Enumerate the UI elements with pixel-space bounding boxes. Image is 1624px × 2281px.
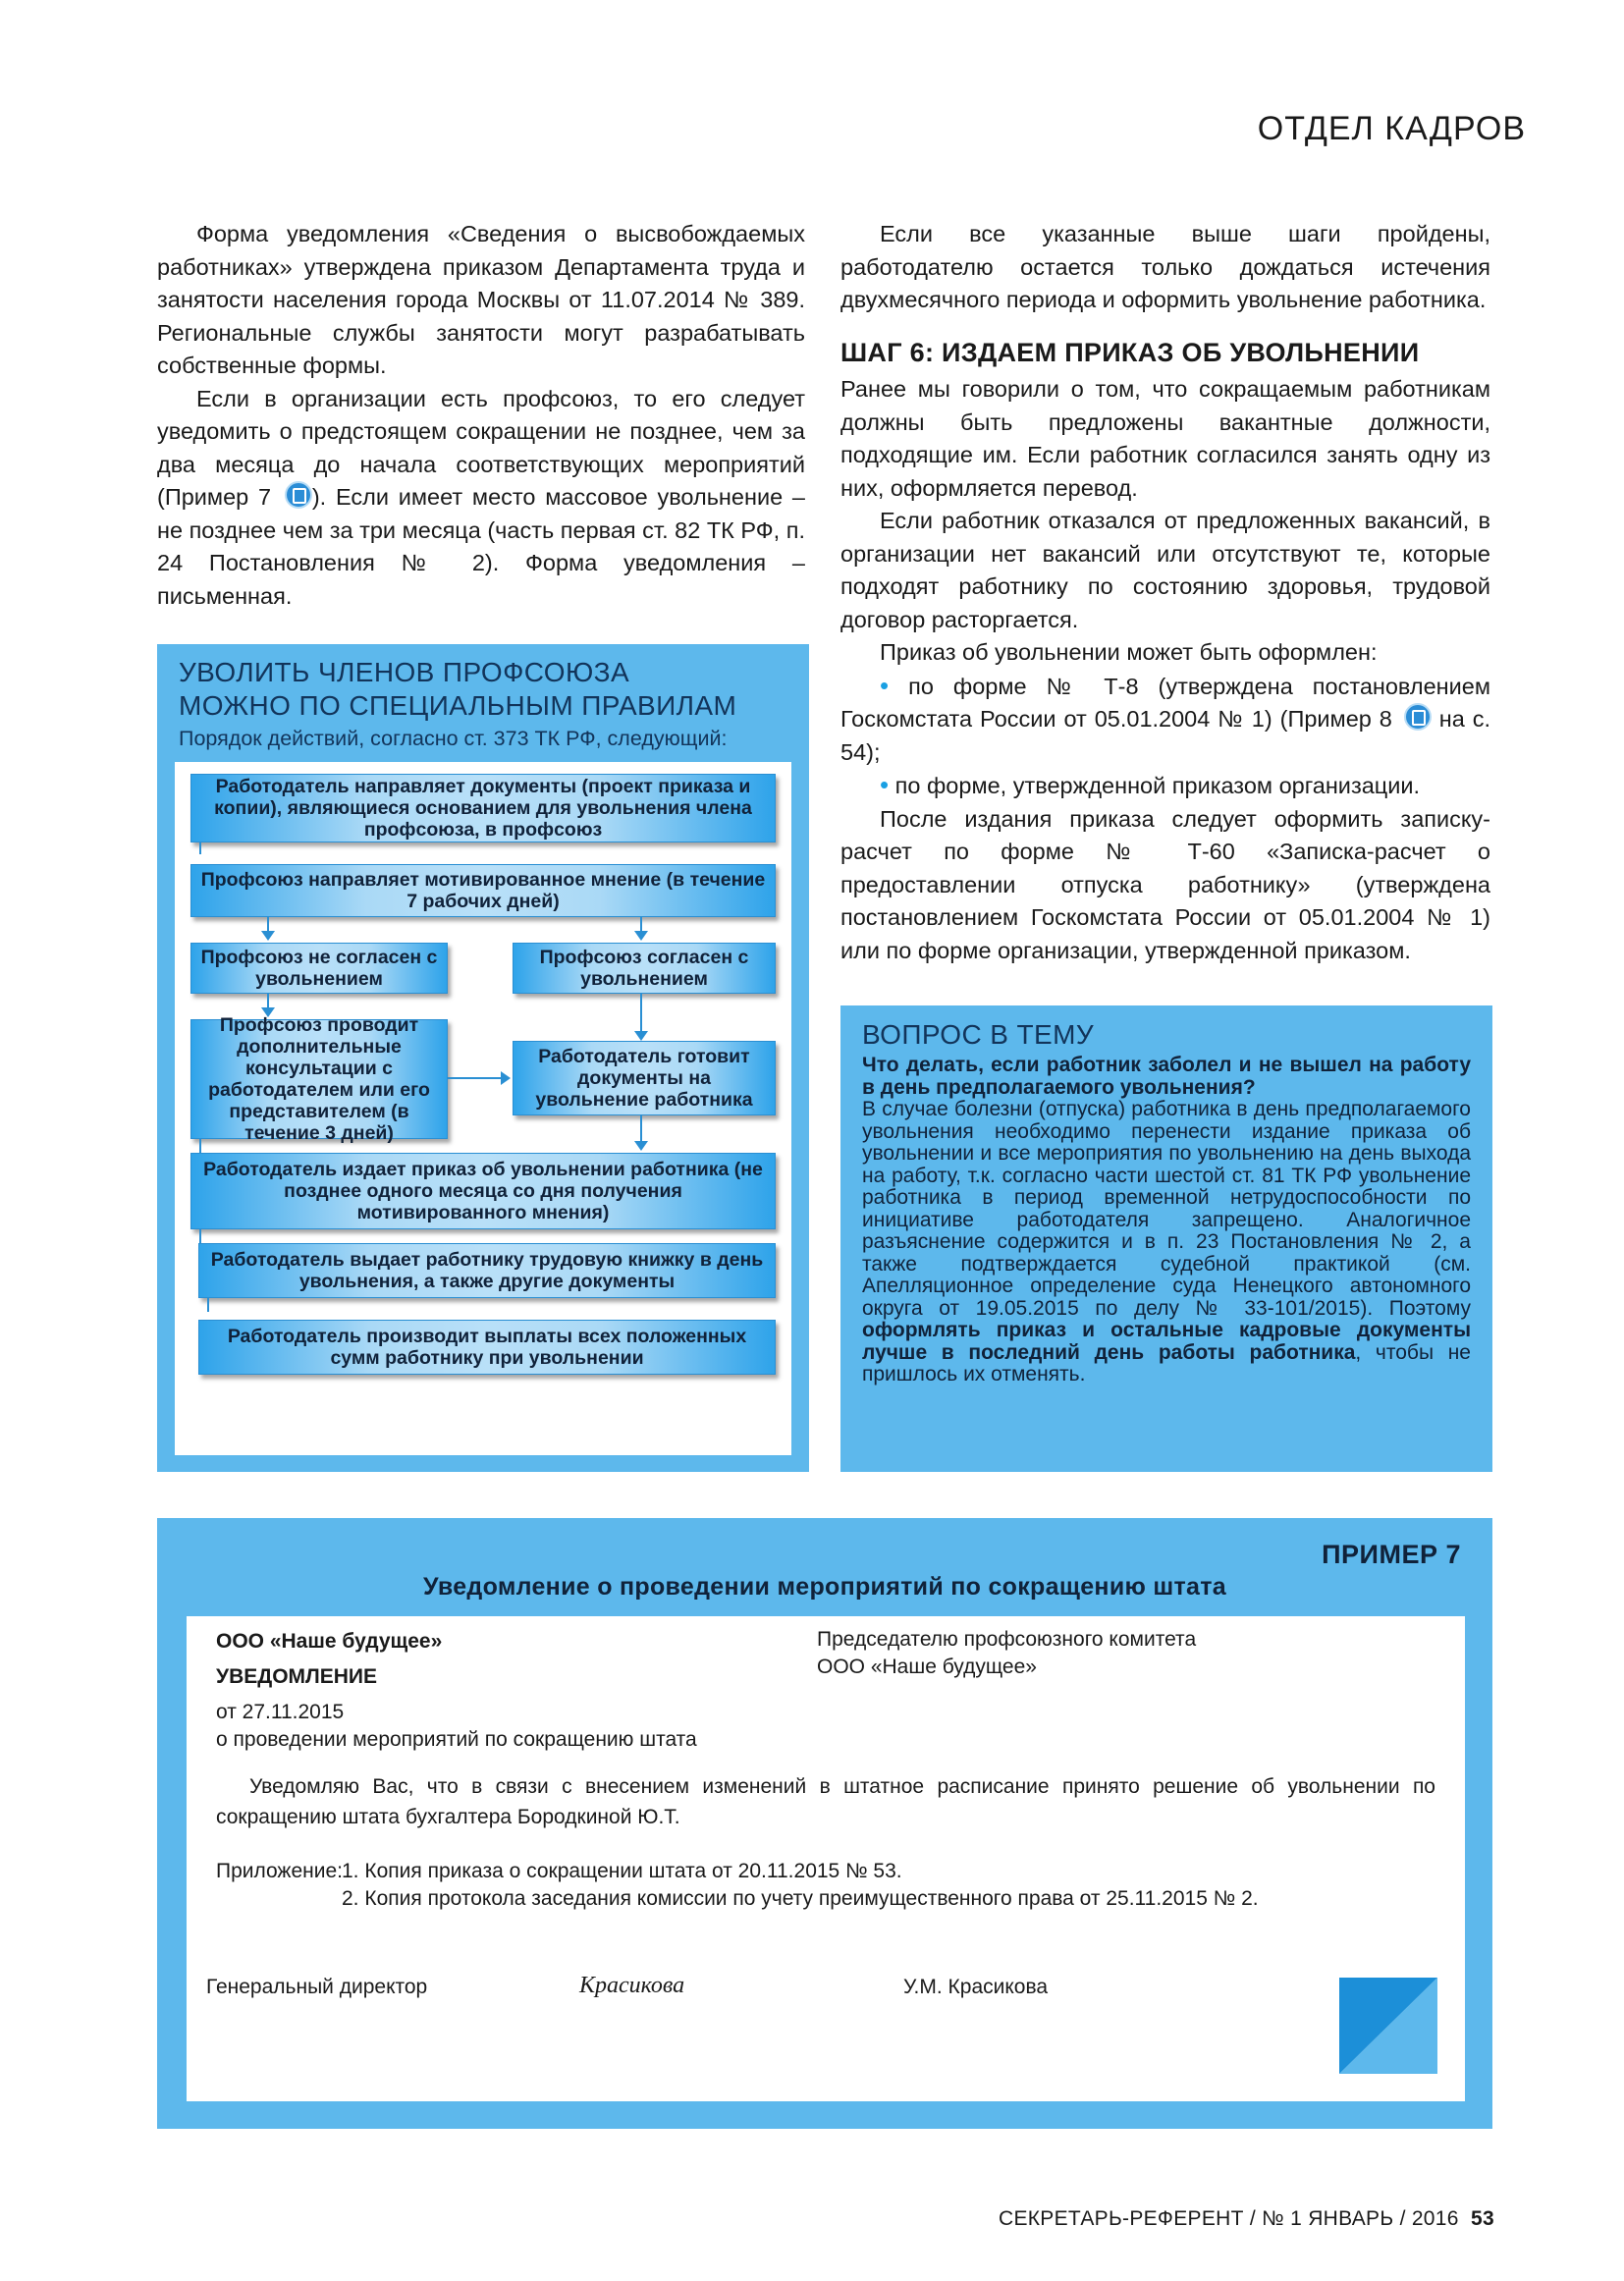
doc-date: от 27.11.2015 xyxy=(216,1701,345,1723)
doc-position: Генеральный директор xyxy=(206,1976,428,1998)
doc-subject: о проведении мероприятий по сокращению штата xyxy=(216,1728,697,1751)
doc-body: Уведомляю Вас, что в связи с внесением изменений в штатное расписание принято решение об увольнении по сокращению штата бухгалтера Бородкиной Ю.Т. xyxy=(216,1775,1435,1828)
flow-node-union-disagrees: Профсоюз не согласен с увольнением xyxy=(190,943,448,994)
doc-attachment-label: Приложение: xyxy=(216,1860,344,1882)
doc-attachment-item: 1. Копия приказа о сокращении штата от 20.11.2015 № 53. xyxy=(342,1860,902,1882)
doc-signature: Красикова xyxy=(579,1973,685,1998)
bullet-dot-icon: • xyxy=(880,670,890,700)
flow-arrow xyxy=(199,1139,201,1153)
bullet-text: на с. 54); xyxy=(840,706,1490,765)
doc-type: УВЕДОМЛЕНИЕ xyxy=(216,1665,378,1688)
flowchart-canvas xyxy=(175,762,791,1455)
flow-node-union-opinion: Профсоюз направляет мотивированное мнение (в течение 7 рабочих дней) xyxy=(190,864,776,917)
paragraph: Форма уведомления «Сведения о высвобождаемых работниках» утверждена приказом Департамента труда и занятости населения города Москвы от 11.07.2014 № 389. Региональные службы занятости могут разрабатывать собственные формы. xyxy=(157,221,805,378)
flow-arrowhead xyxy=(634,1141,648,1151)
flow-node-payments: Работодатель производит выплаты всех положенных сумм работнику при увольнении xyxy=(198,1320,776,1375)
flow-arrowhead xyxy=(501,1071,511,1085)
flow-arrow xyxy=(199,842,201,854)
example-link-icon[interactable] xyxy=(1404,703,1432,731)
question-box-title: ВОПРОС В ТЕМУ xyxy=(862,1019,1095,1050)
page-number: 53 xyxy=(1471,2207,1494,2230)
doc-addressee-line: Председателю профсоюзного комитета xyxy=(817,1628,1197,1651)
paragraph: Если все указанные выше шаги пройдены, работодателю остается только дождаться истечения двухмесячного периода и оформить увольнение работника. xyxy=(840,221,1490,312)
doc-addressee-line: ООО «Наше будущее» xyxy=(817,1656,1037,1678)
paragraph-text: Если в организации есть профсоюз, то его следует уведомить о предстоящем сокращении не позднее, чем за два месяца до начала соответствующих мероприятий (Пример 7 xyxy=(157,385,805,510)
flow-arrow xyxy=(207,1298,209,1312)
paragraph: Если работник отказался от предложенных вакансий, в организации нет вакансий или отсутствуют те, которые подходят работнику по состоянию здоровья, трудовой договор расторгается. xyxy=(840,508,1490,632)
flow-arrowhead xyxy=(634,931,648,941)
paragraph: Ранее мы говорили о том, что сокращаемым работникам должны быть предложены вакантные должности, подходящие им. Если работник согласился занять одну из них, оформляется перевод. xyxy=(840,376,1490,501)
flow-arrowhead xyxy=(634,1031,648,1041)
example-document xyxy=(187,1616,1465,2101)
answer-text xyxy=(862,1099,1471,1386)
journal-info: СЕКРЕТАРЬ-РЕФЕРЕНТ / № 1 ЯНВАРЬ / 2016 xyxy=(998,2207,1459,2230)
bullet-dot-icon: • xyxy=(880,770,890,799)
bullet-item xyxy=(840,769,1490,803)
bullet-item xyxy=(840,670,1490,770)
flowchart-title-line: УВОЛИТЬ ЧЛЕНОВ ПРОФСОЮЗА xyxy=(179,657,630,687)
flow-node-prepare-documents: Работодатель готовит документы на увольнение работника xyxy=(513,1041,776,1115)
flow-node-union-agrees: Профсоюз согласен с увольнением xyxy=(513,943,776,994)
flowchart-title-line: МОЖНО ПО СПЕЦИАЛЬНЫМ ПРАВИЛАМ xyxy=(179,690,737,721)
flowchart-title xyxy=(179,656,736,723)
step-heading: ШАГ 6: ИЗДАЕМ ПРИКАЗ ОБ УВОЛЬНЕНИИ xyxy=(840,337,1420,367)
example-title: Уведомление о проведении мероприятий по сокращению штата xyxy=(422,1573,1227,1601)
paragraph: После издания приказа следует оформить записку-расчет по форме № Т-60 «Записка-расчет о предоставлении отпуска работнику» (утверждена постановлением Госкомстата России от 05.01.2004 № 1) или по форме организации, утвержденной приказом. xyxy=(840,805,1490,963)
answer-text-bold: оформлять приказ и остальные кадровые документы лучше в последний день работы работника xyxy=(862,1319,1471,1364)
page-curl-icon xyxy=(1339,1978,1437,2074)
example-box xyxy=(157,1518,1492,2129)
paragraph: Приказ об увольнении может быть оформлен: xyxy=(880,639,1378,665)
page-footer xyxy=(999,2207,1494,2231)
flow-node-consultations: Профсоюз проводит дополнительные консультации с работодателем или его представителем (в течение 3 дней) xyxy=(190,1019,448,1139)
flow-arrow xyxy=(448,1077,503,1079)
flow-arrow xyxy=(640,1115,642,1143)
doc-attachment-item: 2. Копия протокола заседания комиссии по учету преимущественного права от 25.11.2015 № 2. xyxy=(342,1887,1259,1910)
answer-text-part: В случае болезни (отпуска) работника в день предполагаемого увольнения необходимо перенести издание приказа об увольнении и все мероприятия по увольнению на день выхода на работу, т.к. согласно части шестой ст. 81 ТК РФ увольнение работника в период временной нетрудоспособности по инициативе работодателя запрещено. Аналогичное разъяснение содержится и в п. 23 Постановления № 2, а также подтверждается судебной практикой (см. Апелляционное определение суда Ненецкого автономного округа от 19.05.2015 по делу № 33-101/2015). Поэтому xyxy=(862,1098,1471,1320)
right-column xyxy=(840,218,1490,967)
section-title: ОТДЕЛ КАДРОВ xyxy=(1257,110,1526,147)
flow-node-send-documents: Работодатель направляет документы (проект приказа и копии), являющиеся основанием для увольнения члена профсоюза, в профсоюз xyxy=(190,774,776,842)
doc-organization: ООО «Наше будущее» xyxy=(216,1630,443,1653)
bullet-text: по форме № Т-8 (утверждена постановлением Госкомстата России от 05.01.2004 № 1) (Пример 8 xyxy=(840,673,1490,732)
example-link-icon[interactable] xyxy=(285,481,312,509)
answer-text-part: , чтобы не пришлось их отменять. xyxy=(862,1340,1471,1385)
flow-node-give-workbook: Работодатель выдает работнику трудовую книжку в день увольнения, а также другие документы xyxy=(198,1243,776,1298)
left-column xyxy=(157,218,805,613)
doc-signer-name: У.М. Красикова xyxy=(903,1976,1049,1998)
flowchart-box xyxy=(157,644,809,1472)
paragraph xyxy=(157,383,805,614)
flow-arrowhead xyxy=(261,931,275,941)
question-box xyxy=(840,1005,1492,1472)
bullet-text: по форме, утвержденной приказом организации. xyxy=(894,773,1421,798)
question-text: Что делать, если работник заболел и не вышел на работу в день предполагаемого увольнения? xyxy=(862,1054,1471,1099)
flow-arrow xyxy=(199,1229,201,1243)
paragraph-text: ). Если имеет место массовое увольнение – не позднее чем за три месяца (часть первая ст. 82 ТК РФ, п. 24 Постановления № 2). Форма уведомления – письменная. xyxy=(157,484,805,609)
flow-node-issue-order: Работодатель издает приказ об увольнении работника (не позднее одного месяца со дня получения мотивированного мнения) xyxy=(190,1153,776,1229)
flowchart-subtitle: Порядок действий, согласно ст. 373 ТК РФ, следующий: xyxy=(179,727,728,750)
flow-arrow xyxy=(640,994,642,1033)
question-box-body xyxy=(862,1055,1471,1386)
example-label: ПРИМЕР 7 xyxy=(1322,1540,1461,1569)
